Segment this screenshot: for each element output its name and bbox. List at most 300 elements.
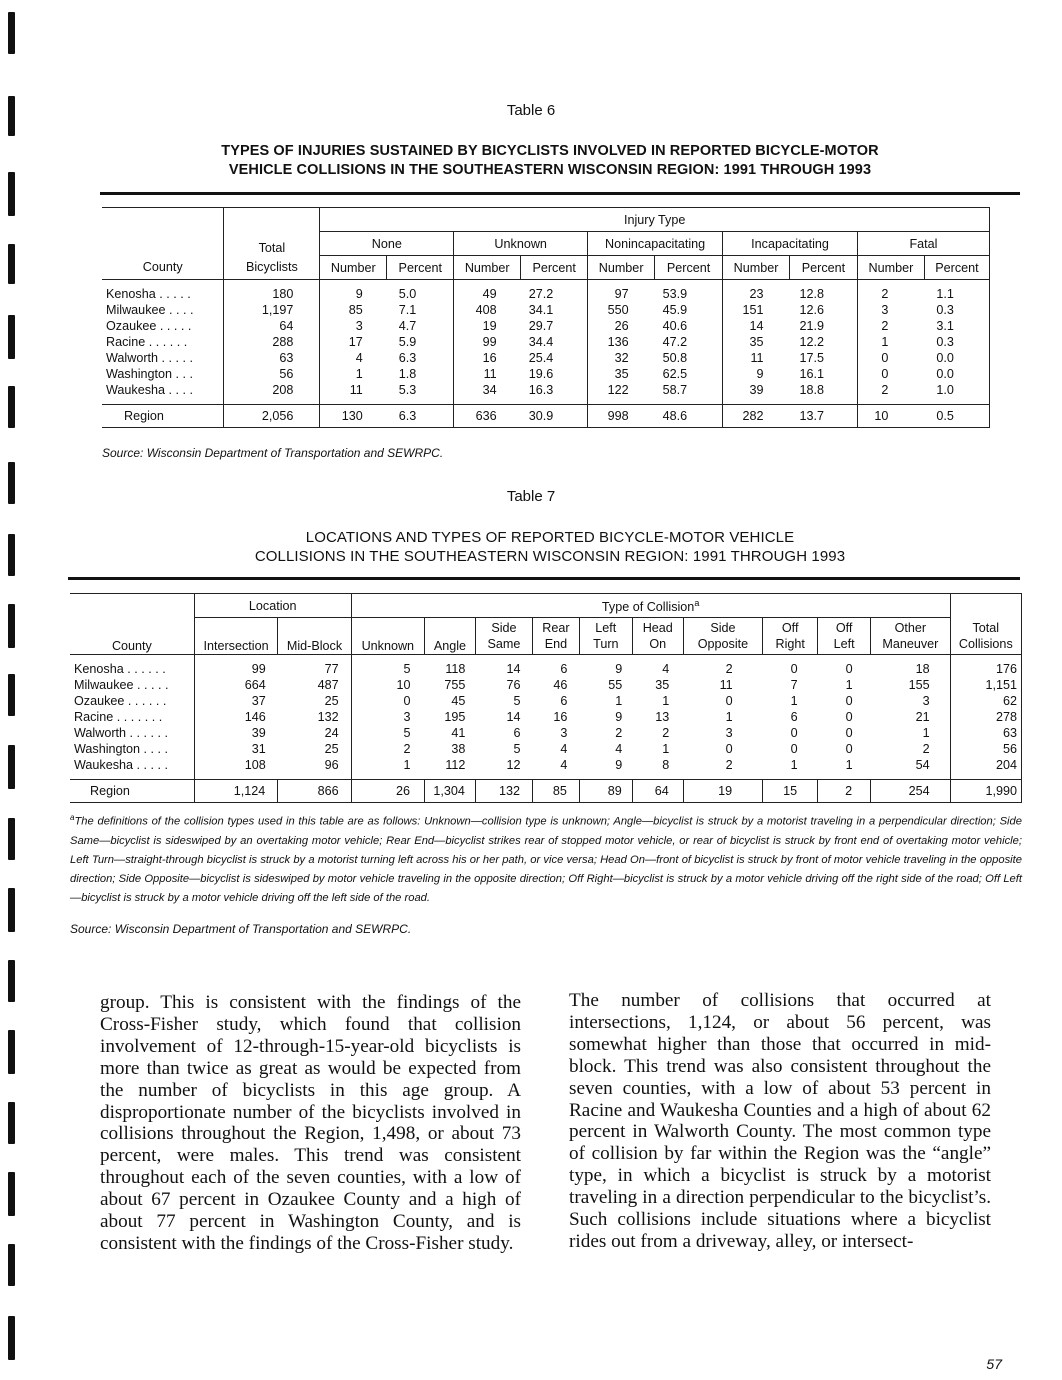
value-cell: 5	[513, 741, 521, 756]
binder-mark	[8, 12, 15, 54]
value-cell: 0	[845, 661, 853, 676]
value-cell: 96	[324, 757, 339, 772]
value-cell: 25	[324, 741, 339, 756]
group-header-unknown: Unknown	[454, 232, 588, 256]
percent-cell: 27.2	[528, 287, 554, 301]
total-cell: 56	[224, 366, 320, 382]
percent-cell: 12.8	[799, 287, 825, 301]
table-row	[102, 318, 990, 334]
table7-title-line1: LOCATIONS AND TYPES OF REPORTED BICYCLE-MOTOR VEHICLE	[305, 529, 795, 546]
percent-cell: 1.1	[924, 280, 989, 303]
total-cell: 64	[224, 318, 320, 334]
value-cell: 1	[351, 757, 424, 773]
table-row	[102, 366, 990, 382]
table-row	[70, 677, 1022, 693]
county-header: County	[70, 618, 194, 655]
county-cell: Kenosha . . . . . .	[74, 661, 166, 676]
location-header: Location	[194, 594, 351, 618]
percent-cell: 16.3	[528, 383, 554, 397]
value-cell: 1,124	[194, 779, 278, 802]
value-cell: 77	[324, 661, 339, 676]
number-cell: 998	[588, 405, 655, 428]
number-cell: 3	[857, 302, 924, 318]
value-cell: 0	[725, 693, 733, 708]
number-cell: 14	[723, 318, 790, 334]
number-cell: 2	[857, 382, 924, 398]
number-cell: 0	[857, 366, 924, 382]
percent-cell: 0.3	[924, 302, 989, 318]
percent-cell: 6.3	[387, 405, 454, 428]
percent-cell: 0.0	[924, 350, 989, 366]
percent-cell: 50.8	[662, 351, 688, 365]
value-cell: 45	[451, 693, 466, 708]
percent-cell: 5.0	[398, 287, 417, 301]
total-cell: 1,197	[224, 302, 320, 318]
county-header: County	[102, 256, 224, 280]
value-cell: 0	[845, 725, 853, 740]
binder-mark	[8, 386, 15, 428]
table-row	[70, 693, 1022, 709]
number-cell: 282	[723, 405, 790, 428]
header-line: Maneuver	[882, 636, 939, 651]
percent-cell: 18.8	[799, 383, 825, 397]
value-cell: 37	[194, 693, 278, 709]
off-left-header	[818, 618, 871, 655]
table6-title	[100, 142, 1000, 180]
number-header: Number	[588, 256, 655, 280]
table-row	[70, 709, 1022, 725]
percent-cell: 29.7	[528, 319, 554, 333]
number-cell: 49	[454, 280, 521, 303]
value-cell: 2	[725, 757, 733, 772]
value-cell: 0	[351, 693, 424, 709]
header-line: Turn	[593, 636, 619, 651]
value-cell: 39	[194, 725, 278, 741]
percent-cell: 58.7	[662, 383, 688, 397]
percent-cell: 6.3	[398, 351, 417, 365]
value-cell: 2	[725, 661, 733, 676]
type-of-collision-header	[351, 594, 950, 618]
percent-cell: 12.2	[799, 335, 825, 349]
table7-source	[70, 922, 411, 936]
value-cell: 9	[615, 709, 623, 724]
number-cell: 99	[454, 334, 521, 350]
value-cell: 14	[506, 661, 521, 676]
value-cell: 15	[763, 779, 818, 802]
percent-cell: 3.1	[924, 318, 989, 334]
value-cell: 1	[615, 693, 623, 708]
header-line: Side	[491, 620, 517, 635]
value-cell: 13	[655, 709, 670, 724]
value-cell: 3	[560, 725, 568, 740]
binder-mark	[8, 315, 15, 359]
table-row	[102, 280, 990, 303]
county-cell: Washington . . .	[106, 367, 194, 381]
value-cell: 0	[790, 725, 798, 740]
binder-mark	[8, 1102, 15, 1144]
value-cell: 54	[915, 757, 930, 772]
number-cell: 23	[723, 280, 790, 303]
midblock-header: Mid-Block	[278, 618, 351, 655]
percent-cell: 12.6	[799, 303, 825, 317]
percent-header: Percent	[924, 256, 989, 280]
value-cell: 19	[683, 779, 762, 802]
value-cell: 3	[922, 693, 930, 708]
county-cell: Kenosha . . . . .	[106, 287, 191, 301]
percent-cell: 34.4	[528, 335, 554, 349]
percent-cell: 19.6	[528, 367, 554, 381]
value-cell: 18	[915, 661, 930, 676]
source-text: Wisconsin Department of Transportation and SEWRPC.	[146, 446, 444, 460]
percent-cell: 53.9	[662, 287, 688, 301]
value-cell: 0	[725, 741, 733, 756]
value-cell: 64	[632, 779, 683, 802]
percent-cell: 30.9	[521, 405, 588, 428]
value-cell: 31	[194, 741, 278, 757]
value-cell: 14	[506, 709, 521, 724]
value-cell: 1	[662, 693, 670, 708]
value-cell: 6	[560, 693, 568, 708]
value-cell: 1,304	[425, 779, 476, 802]
table7-title	[100, 528, 1000, 566]
total-cell: 180	[224, 280, 320, 303]
percent-cell: 34.1	[528, 303, 554, 317]
county-cell: Racine . . . . . .	[106, 335, 188, 349]
value-cell: 5	[351, 725, 424, 741]
page-number: 57	[986, 1356, 1002, 1372]
value-cell: 118	[445, 661, 466, 676]
value-cell: 2	[615, 725, 623, 740]
number-cell: 35	[588, 366, 655, 382]
number-cell: 16	[454, 350, 521, 366]
value-cell: 76	[506, 677, 521, 692]
number-cell: 11	[723, 350, 790, 366]
value-cell: 55	[608, 677, 623, 692]
value-cell: 0	[790, 741, 798, 756]
value-cell: 1	[725, 709, 733, 724]
header-line: Off	[781, 620, 799, 635]
header-line: Same	[487, 636, 521, 651]
value-cell: 12	[506, 757, 521, 772]
header-line: Left	[595, 620, 617, 635]
source-text: Wisconsin Department of Transportation and SEWRPC.	[114, 922, 412, 936]
value-cell: 38	[451, 741, 466, 756]
total-cell: 2,056	[224, 405, 320, 428]
value-cell: 3	[351, 709, 424, 725]
percent-cell: 7.1	[398, 303, 417, 317]
side-opposite-header	[683, 618, 762, 655]
header-line: End	[544, 636, 568, 651]
value-cell: 56	[950, 741, 1021, 757]
table6-body	[102, 280, 990, 428]
header-line: On	[649, 636, 667, 651]
percent-cell: 0.0	[924, 366, 989, 382]
county-cell: Ozaukee . . . . .	[106, 319, 192, 333]
header-line: Head	[642, 620, 673, 635]
number-cell: 11	[320, 382, 387, 398]
value-cell: 99	[194, 654, 278, 677]
number-cell: 3	[320, 318, 387, 334]
number-cell: 9	[723, 366, 790, 382]
value-cell: 176	[950, 654, 1021, 677]
value-cell: 35	[655, 677, 670, 692]
header-line: Rear	[542, 620, 570, 635]
header-line: Side	[710, 620, 736, 635]
percent-header: Percent	[790, 256, 858, 280]
percent-header: Percent	[655, 256, 723, 280]
binder-mark	[8, 888, 15, 932]
binder-mark	[8, 745, 15, 789]
value-cell: 2	[922, 741, 930, 756]
county-cell: Washington . . . .	[74, 741, 169, 756]
type-of-collision-label: Type of Collision	[601, 600, 695, 615]
binder-mark	[8, 674, 15, 716]
percent-cell: 17.5	[799, 351, 825, 365]
county-cell: Milwaukee . . . .	[106, 303, 194, 317]
binder-mark	[8, 1316, 15, 1360]
table7-body	[70, 654, 1022, 802]
number-cell: 130	[320, 405, 387, 428]
county-cell: Waukesha . . . . .	[74, 757, 169, 772]
value-cell: 9	[615, 757, 623, 772]
value-cell: 0	[845, 709, 853, 724]
total-cell: 208	[224, 382, 320, 398]
value-cell: 46	[553, 677, 568, 692]
percent-cell: 45.9	[662, 303, 688, 317]
value-cell: 4	[560, 757, 568, 772]
number-cell: 136	[588, 334, 655, 350]
side-same-header	[475, 618, 532, 655]
binder-mark	[8, 244, 15, 284]
value-cell: 4	[662, 661, 670, 676]
number-cell: 39	[723, 382, 790, 398]
group-header-incapacitating: Incapacitating	[723, 232, 858, 256]
county-cell: Walworth . . . . . .	[74, 725, 169, 740]
county-cell: Walworth . . . . .	[106, 351, 194, 365]
table6	[102, 207, 990, 428]
percent-cell: 0.5	[924, 405, 989, 428]
percent-cell: 4.7	[398, 319, 417, 333]
value-cell: 195	[444, 709, 466, 724]
value-cell: 2	[662, 725, 670, 740]
value-cell: 4	[560, 741, 568, 756]
value-cell: 2	[818, 779, 871, 802]
value-cell: 5	[513, 693, 521, 708]
binder-mark	[8, 604, 15, 648]
percent-cell: 5.9	[398, 335, 417, 349]
group-header-fatal: Fatal	[857, 232, 989, 256]
binder-mark	[8, 1244, 15, 1286]
number-cell: 97	[588, 280, 655, 303]
percent-cell: 1.8	[398, 367, 417, 381]
source-label: Source:	[102, 446, 144, 460]
number-cell: 11	[454, 366, 521, 382]
other-maneuver-header	[871, 618, 950, 655]
county-cell: Region	[102, 405, 224, 428]
value-cell: 0	[790, 661, 798, 676]
value-cell: 155	[908, 677, 930, 692]
percent-cell: 21.9	[799, 319, 825, 333]
percent-cell: 1.0	[924, 382, 989, 398]
number-header: Number	[454, 256, 521, 280]
number-cell: 34	[454, 382, 521, 398]
value-cell: 85	[532, 779, 579, 802]
value-cell: 112	[445, 757, 466, 772]
table6-number: Table 6	[506, 102, 556, 119]
value-cell: 62	[950, 693, 1021, 709]
value-cell: 2	[351, 741, 424, 757]
number-cell: 9	[320, 280, 387, 303]
body-column-right	[569, 990, 991, 1253]
number-cell: 550	[588, 302, 655, 318]
value-cell: 1,151	[950, 677, 1021, 693]
header-line: Other	[894, 620, 927, 635]
value-cell: 24	[324, 725, 339, 740]
left-turn-header	[579, 618, 632, 655]
header-line: Left	[833, 636, 855, 651]
table-row	[70, 741, 1022, 757]
number-header: Number	[723, 256, 790, 280]
table6-rule	[100, 192, 1020, 195]
county-cell: Waukesha . . . .	[106, 383, 194, 397]
total-header-line2: Bicyclists	[224, 256, 320, 280]
number-header: Number	[320, 256, 387, 280]
header-line: Opposite	[697, 636, 749, 651]
value-cell: 6	[560, 661, 568, 676]
number-cell: 1	[857, 334, 924, 350]
rear-end-header	[532, 618, 579, 655]
total-cell: 63	[224, 350, 320, 366]
left-paragraph: group. This is consistent with the findings of the Cross-Fisher study, which found that collision involvement of 12-through-15-year-old bicyclists is more than twice as great as would be expected from the number of bicyclists in this age group. A disproportionate number of the bicyclists involved in collisions throughout the Region, 1,498, or about 73 percent, were males. This trend was consistent throughout each of the seven counties, with a low of about 67 percent in Ozaukee County and a high of about 77 percent in Washington County, and is consistent with the findings of the Cross-Fisher study.	[100, 992, 521, 1254]
table-row	[102, 382, 990, 398]
value-cell: 6	[513, 725, 521, 740]
value-cell: 204	[950, 757, 1021, 773]
value-cell: 108	[194, 757, 278, 773]
header-line: Collisions	[958, 636, 1013, 651]
table7	[70, 593, 1022, 803]
value-cell: 1	[845, 757, 853, 772]
right-paragraph: The number of collisions that occurred at intersections, 1,124, or about 56 percent, was somewhat higher than those that occurred in mid-block. This trend was also consistent throughout the seven counties, with a low of about 53 percent in Racine and Waukesha Counties and a high of about 62 percent in Walworth County. The most common type of collision by far within the Region was the “angle” type, in which a bicyclist is struck by a motorist traveling in a direction perpendicular to the bicyclist’s. Such collisions include situations where a bicyclist rides out from a driveway, alley, or intersect-	[569, 990, 991, 1252]
value-cell: 866	[278, 779, 351, 802]
intersection-header: Intersection	[194, 618, 278, 655]
table6-title-line2: VEHICLE COLLISIONS IN THE SOUTHEASTERN WISCONSIN REGION: 1991 THROUGH 1993	[228, 162, 872, 178]
percent-cell: 40.6	[662, 319, 688, 333]
injury-type-header: Injury Type	[320, 208, 990, 232]
value-cell: 89	[579, 779, 632, 802]
table-row	[70, 725, 1022, 741]
binder-mark	[8, 1030, 15, 1074]
percent-cell: 47.2	[662, 335, 688, 349]
value-cell: 1	[790, 693, 798, 708]
percent-cell: 16.1	[799, 367, 825, 381]
total-cell: 288	[224, 334, 320, 350]
number-cell: 122	[588, 382, 655, 398]
value-cell: 1	[845, 677, 853, 692]
value-cell: 26	[351, 779, 424, 802]
percent-header: Percent	[387, 256, 454, 280]
table-row	[70, 757, 1022, 773]
angle-header: Angle	[425, 618, 476, 655]
header-line: Total	[972, 620, 1000, 635]
percent-cell: 0.3	[924, 334, 989, 350]
value-cell: 0	[845, 741, 853, 756]
county-cell: Milwaukee . . . . .	[74, 677, 169, 692]
value-cell: 11	[719, 677, 733, 692]
region-row	[70, 779, 1022, 802]
value-cell: 8	[662, 757, 670, 772]
number-cell: 0	[857, 350, 924, 366]
percent-cell: 13.7	[790, 405, 858, 428]
percent-header: Percent	[521, 256, 588, 280]
number-cell: 26	[588, 318, 655, 334]
number-cell: 2	[857, 318, 924, 334]
value-cell: 3	[725, 725, 733, 740]
percent-cell: 62.5	[662, 367, 688, 381]
value-cell: 146	[194, 709, 278, 725]
binder-mark	[8, 172, 15, 216]
number-cell: 10	[857, 405, 924, 428]
table-row	[70, 654, 1022, 677]
value-cell: 132	[475, 779, 532, 802]
total-collisions-header	[950, 618, 1021, 655]
value-cell: 1	[790, 757, 798, 772]
binder-mark	[8, 534, 15, 576]
value-cell: 25	[324, 693, 339, 708]
header-line: Right	[775, 636, 805, 651]
value-cell: 1	[922, 725, 930, 740]
table7-title-line2: COLLISIONS IN THE SOUTHEASTERN WISCONSIN REGION: 1991 THROUGH 1993	[254, 548, 846, 565]
value-cell: 487	[317, 677, 339, 692]
table-row	[102, 302, 990, 318]
number-cell: 32	[588, 350, 655, 366]
value-cell: 254	[871, 779, 950, 802]
county-cell: Region	[70, 779, 194, 802]
table6-source	[102, 446, 443, 460]
number-cell: 636	[454, 405, 521, 428]
value-cell: 0	[845, 693, 853, 708]
table7-footnote	[70, 808, 1022, 908]
unknown-header: Unknown	[351, 618, 424, 655]
table-row	[102, 350, 990, 366]
value-cell: 4	[615, 741, 623, 756]
off-right-header	[763, 618, 818, 655]
value-cell: 132	[317, 709, 339, 724]
region-row	[102, 405, 990, 428]
header-line: Off	[835, 620, 853, 635]
percent-cell: 5.3	[398, 383, 417, 397]
value-cell: 5	[351, 654, 424, 677]
county-cell: Racine . . . . . . .	[74, 709, 163, 724]
binder-mark	[8, 818, 15, 860]
number-cell: 1	[320, 366, 387, 382]
binder-mark	[8, 1172, 15, 1216]
table6-title-line1: TYPES OF INJURIES SUSTAINED BY BICYCLISTS INVOLVED IN REPORTED BICYCLE-MOTOR	[221, 143, 879, 159]
number-cell: 408	[454, 302, 521, 318]
value-cell: 1,990	[950, 779, 1021, 802]
percent-cell: 25.4	[528, 351, 554, 365]
value-cell: 1	[662, 741, 670, 756]
total-header-line1: Total	[224, 232, 320, 256]
value-cell: 21	[915, 709, 930, 724]
group-header-nonincapacitating: Nonincapacitating	[588, 232, 723, 256]
value-cell: 278	[950, 709, 1021, 725]
county-cell: Ozaukee . . . . . .	[74, 693, 167, 708]
binder-mark	[8, 960, 15, 1002]
value-cell: 41	[451, 725, 466, 740]
body-column-left	[100, 992, 521, 1255]
value-cell: 7	[790, 677, 798, 692]
number-cell: 35	[723, 334, 790, 350]
